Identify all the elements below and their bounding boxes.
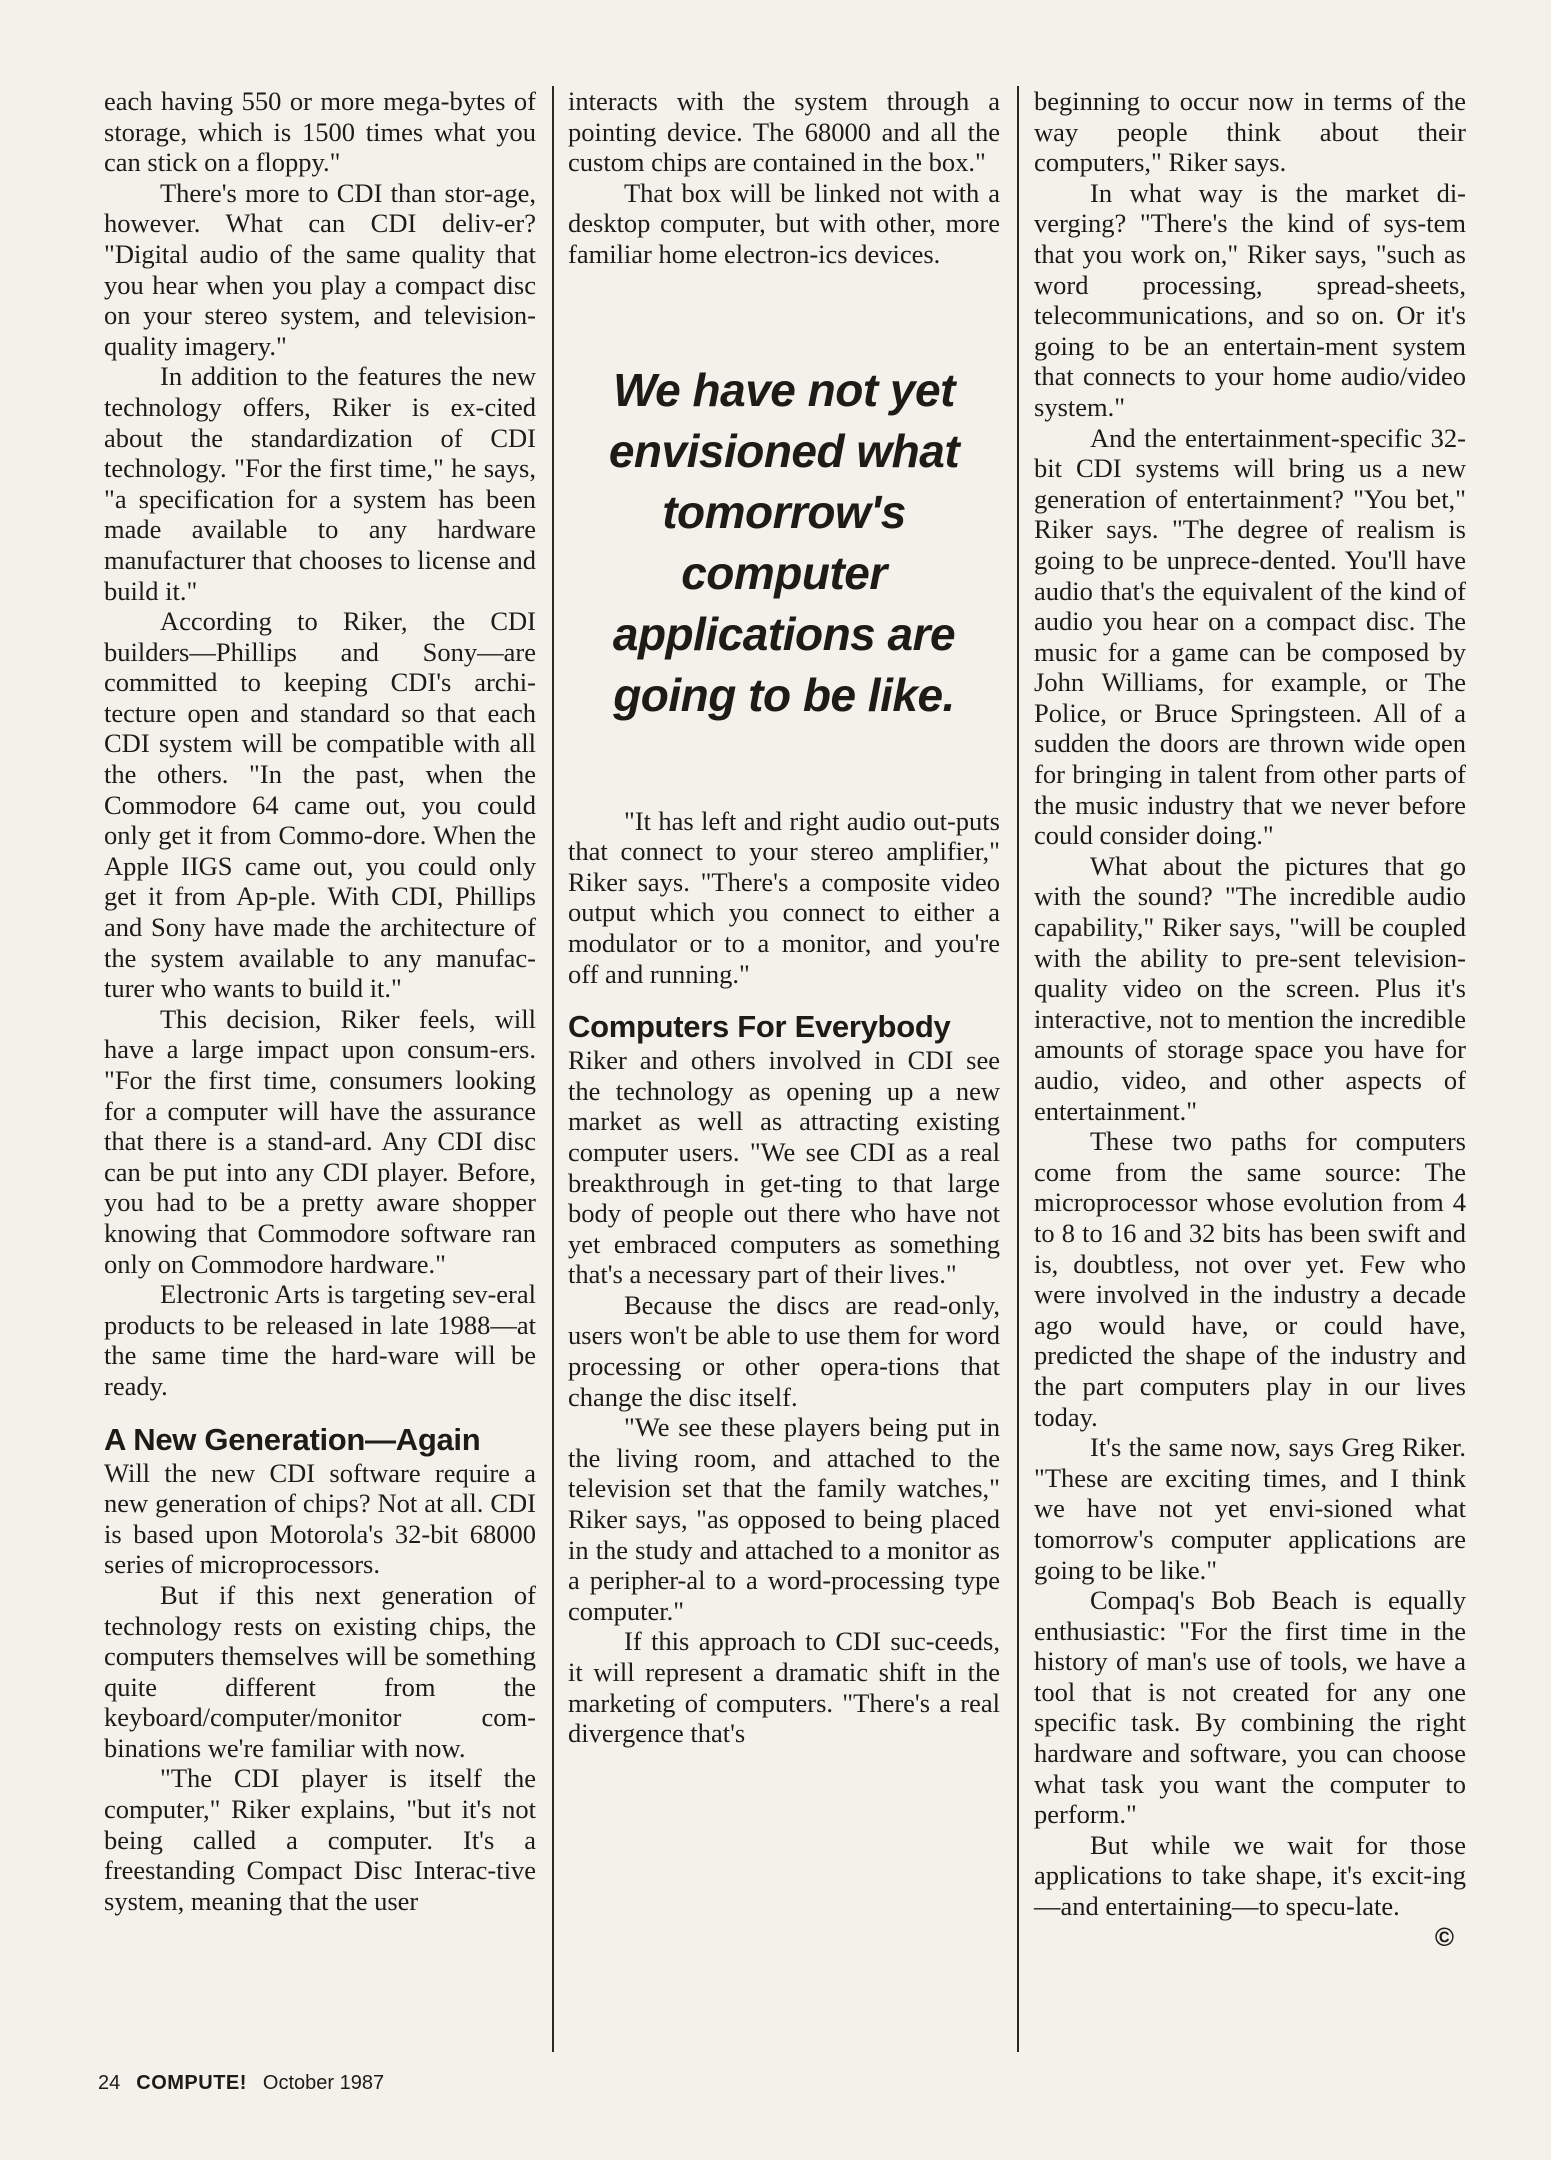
magazine-name: COMPUTE! [136,2072,247,2094]
paragraph: "The CDI player is itself the computer," Riker explains, "but it's not being called a computer. It's a freestanding Compact Disc Interac-tive system, meaning that the user [104,1763,536,1916]
paragraph: That box will be linked not with a desktop computer, but with other, more familiar home electron-ics devices. [568,177,1000,269]
pull-quote: We have not yet envisioned what tomorrow's computer applications are going to be like. [608,363,960,721]
paragraph: interacts with the system through a pointing device. The 68000 and all the custom chips are contained in the box." [568,86,1000,178]
paragraph: These two paths for computers come from the same source: The microprocessor whose evolution from 4 to 8 to 16 and 32 bits has been swift and is, doubtless, not over yet. Few who were involved in the industry a decade ago would have, or could have, predicted the shape of the industry and the part computers play in our lives today. [1034,1126,1466,1432]
paragraph: This decision, Riker feels, will have a large impact upon consum-ers. "For the first time, consumers looking for a computer will have the assurance that there is a stand-ard. Any CDI disc can be put into any CDI player. Before, you had to be a pretty aware shopper knowing that Commodore software ran only on Commodore hardware." [104,1003,536,1279]
paragraph: According to Riker, the CDI builders—Phillips and Sony—are committed to keeping CDI's archi-tecture open and standard so that each CDI system will be compatible with all the others. "In the past, when the Commodore 64 came out, you could only get it from Commo-dore. When the Apple IIGS came out, you could only get it from Ap-ple. With CDI, Phillips and Sony have made the architecture of the system available to any manufac-turer who wants to build it." [104,606,536,1004]
paragraph: In what way is the market di-verging? "There's the kind of sys-tem that you work on," Riker says, "such as word processing, spread-sheets, telecommunications, and so on. Or it's going to be an entertain-ment system that connects to your home audio/video system." [1034,177,1466,422]
paragraph: beginning to occur now in terms of the way people think about their computers," Riker says. [1034,86,1466,178]
section-heading: Computers For Everybody [568,1009,951,1045]
page-footer [98,2072,384,2095]
paragraph: Compaq's Bob Beach is equally enthusiastic: "For the first time in the history of man's use of tools, we have a tool that is not created for any one specific task. By combining the right hardware and software, you can choose what task you want the computer to perform." [1034,1585,1466,1830]
column-rule-right [1017,86,1019,2052]
issue-date: October 1987 [262,2072,385,2094]
paragraph: And the entertainment-specific 32-bit CDI systems will bring us a new generation of entertainment? "You bet," Riker says. "The degree of realism is going to be unprece-dented. You'll have audio that's the equivalent of the kind of audio you hear on a compact disc. The music for a game can be composed by John Williams, for example, or The Police, or Bruce Springsteen. All of a sudden the doors are thrown wide open for bringing in talent from other parts of the music industry that we never before could consider doing." [1034,422,1466,851]
paragraph: There's more to CDI than stor-age, however. What can CDI deliv-er? "Digital audio of the same quality that you hear when you play a compact disc on your stereo system, and television-quality imagery." [104,177,536,361]
column-rule-left [552,86,554,2052]
article-column-3 [1034,86,1466,1952]
paragraph: If this approach to CDI suc-ceeds, it will represent a dramatic shift in the marketing of computers. "There's a real divergence that's [568,1626,1000,1749]
paragraph: Riker and others involved in CDI see the technology as opening up a new market as well as attracting existing computer users. "We see CDI as a real breakthrough in get-ting to that large body of people out there who have not yet embraced computers as something that's a necessary part of their lives." [568,1045,1000,1290]
paragraph: In addition to the features the new technology offers, Riker is ex-cited about the standardization of CDI technology. "For the first time," he says, "a specification for a system has been made available to any hardware manufacturer that chooses to license and build it." [104,361,536,606]
paragraph: Because the discs are read-only, users won't be able to use them for word processing or other opera-tions that change the disc itself. [568,1289,1000,1412]
paragraph: It's the same now, says Greg Riker. "These are exciting times, and I think we have not yet envi-sioned what tomorrow's computer applications are going to be like." [1034,1432,1466,1585]
article-column-2 [568,86,1000,1749]
paragraph: "We see these players being put in the living room, and attached to the television set that the family watches," Riker says, "as opposed to being placed in the study and attached to a monitor as a peripher-al to a word-processing type computer." [568,1412,1000,1626]
paragraph: But if this next generation of technology rests on existing chips, the computers themselves will be something quite different from the keyboard/computer/monitor com-binations we're familiar with now. [104,1579,536,1763]
paragraph [1034,1829,1466,1952]
paragraph: Electronic Arts is targeting sev-eral products to be released in late 1988—at the same time the hard-ware will be ready. [104,1279,536,1401]
page-number: 24 [98,2072,121,2094]
end-mark-icon: © [1434,1921,1454,1952]
paragraph: What about the pictures that go with the sound? "The incredible audio capability," Riker says, "will be coupled with the ability to pre-sent television-quality video on the screen. Plus it's interactive, not to mention the incredible amounts of storage space you have for audio, video, and other aspects of entertainment." [1034,850,1466,1126]
paragraph: "It has left and right audio out-puts that connect to your stereo amplifier," Riker says. "There's a composite video output which you connect to either a modulator or to a monitor, and you're off and running." [568,805,1000,989]
paragraph: Will the new CDI software require a new generation of chips? Not at all. CDI is based upon Motorola's 32-bit 68000 series of microprocessors. [104,1457,536,1580]
section-heading: A New Generation—Again [104,1421,481,1457]
paragraph-text: But while we wait for those applications to take shape, it's excit-ing—and entertaining—to specu-late. [1034,1829,1466,1922]
paragraph: each having 550 or more mega-bytes of storage, which is 1500 times what you can stick on a floppy." [104,86,536,178]
article-column-1 [104,86,536,1916]
